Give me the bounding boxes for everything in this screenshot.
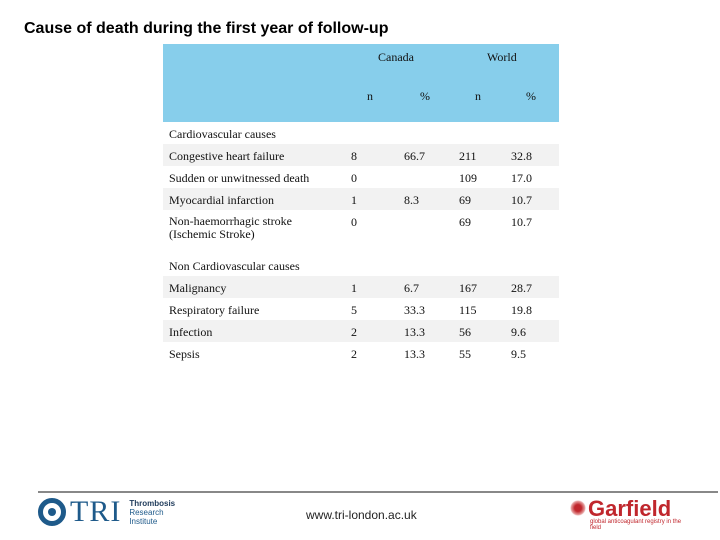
slide-title: Cause of death during the first year of follow-up xyxy=(24,20,389,37)
header-canada-n: n xyxy=(367,89,373,103)
table-row xyxy=(163,188,559,210)
section-row xyxy=(163,254,559,276)
world-pct-cell: 19.8 xyxy=(511,303,532,317)
header-world-n: n xyxy=(475,89,481,103)
tri-logo-subtitle xyxy=(129,499,175,526)
table-row xyxy=(163,298,559,320)
world-n-cell: 167 xyxy=(459,281,477,295)
world-n-cell: 211 xyxy=(459,149,477,163)
canada-n-cell: 2 xyxy=(351,347,357,361)
canada-pct-cell: 6.7 xyxy=(404,281,419,295)
tri-sub-line-2: Research xyxy=(129,507,164,517)
world-n-cell: 115 xyxy=(459,303,477,317)
tri-circle-icon xyxy=(38,498,66,526)
table-row xyxy=(163,320,559,342)
table-header xyxy=(163,44,559,122)
cause-cell: Myocardial infarction xyxy=(169,193,274,207)
canada-n-cell: 5 xyxy=(351,303,357,317)
canada-n-cell: 0 xyxy=(351,171,357,185)
table-row xyxy=(163,276,559,298)
world-n-cell: 55 xyxy=(459,347,471,361)
header-world: World xyxy=(487,50,517,64)
garfield-dots-icon xyxy=(570,500,586,516)
table-row xyxy=(163,342,559,364)
garfield-tagline: global anticoagulant registry in the field xyxy=(590,519,682,531)
world-pct-cell: 9.5 xyxy=(511,347,526,361)
canada-pct-cell: 66.7 xyxy=(404,149,425,163)
cause-cell: Respiratory failure xyxy=(169,303,260,317)
cause-cell: Sepsis xyxy=(169,347,200,361)
footer-divider xyxy=(38,491,718,493)
cause-cell: Infection xyxy=(169,325,213,339)
table-row xyxy=(163,166,559,188)
canada-pct-cell: 13.3 xyxy=(404,325,425,339)
footer-url: www.tri-london.ac.uk xyxy=(306,508,417,522)
canada-pct-cell: 33.3 xyxy=(404,303,425,317)
canada-pct-cell: 8.3 xyxy=(404,193,419,207)
world-pct-cell: 28.7 xyxy=(511,281,532,295)
canada-n-cell: 1 xyxy=(351,193,357,207)
canada-pct-cell: 13.3 xyxy=(404,347,425,361)
canada-n-cell: 0 xyxy=(351,215,357,229)
section-label: Non Cardiovascular causes xyxy=(169,259,300,273)
header-canada-pct: % xyxy=(420,89,430,103)
world-n-cell: 56 xyxy=(459,325,471,339)
garfield-logo xyxy=(568,496,688,531)
world-n-cell: 69 xyxy=(459,193,471,207)
section-row xyxy=(163,122,559,144)
cause-cell: Malignancy xyxy=(169,281,227,295)
world-pct-cell: 10.7 xyxy=(511,215,532,229)
table-row xyxy=(163,210,559,254)
canada-n-cell: 8 xyxy=(351,149,357,163)
world-pct-cell: 10.7 xyxy=(511,193,532,207)
world-n-cell: 69 xyxy=(459,215,471,229)
tri-logo-text: TRI xyxy=(70,495,122,528)
cause-of-death-table xyxy=(163,44,559,364)
canada-n-cell: 1 xyxy=(351,281,357,295)
world-pct-cell: 17.0 xyxy=(511,171,532,185)
tri-sub-line-3: Institute xyxy=(129,516,158,526)
tri-sub-line-1: Thrombosis xyxy=(129,498,176,508)
table-row xyxy=(163,144,559,166)
garfield-logo-text: Garfield xyxy=(588,496,672,521)
world-n-cell: 109 xyxy=(459,171,477,185)
header-world-pct: % xyxy=(526,89,536,103)
cause-cell: Non-haemorrhagic stroke (Ischemic Stroke) xyxy=(169,214,292,241)
header-canada: Canada xyxy=(378,50,414,64)
world-pct-cell: 32.8 xyxy=(511,149,532,163)
tri-logo xyxy=(38,495,175,529)
cause-cell: Sudden or unwitnessed death xyxy=(169,171,310,185)
cause-cell: Congestive heart failure xyxy=(169,149,285,163)
section-label: Cardiovascular causes xyxy=(169,127,276,141)
canada-n-cell: 2 xyxy=(351,325,357,339)
world-pct-cell: 9.6 xyxy=(511,325,526,339)
